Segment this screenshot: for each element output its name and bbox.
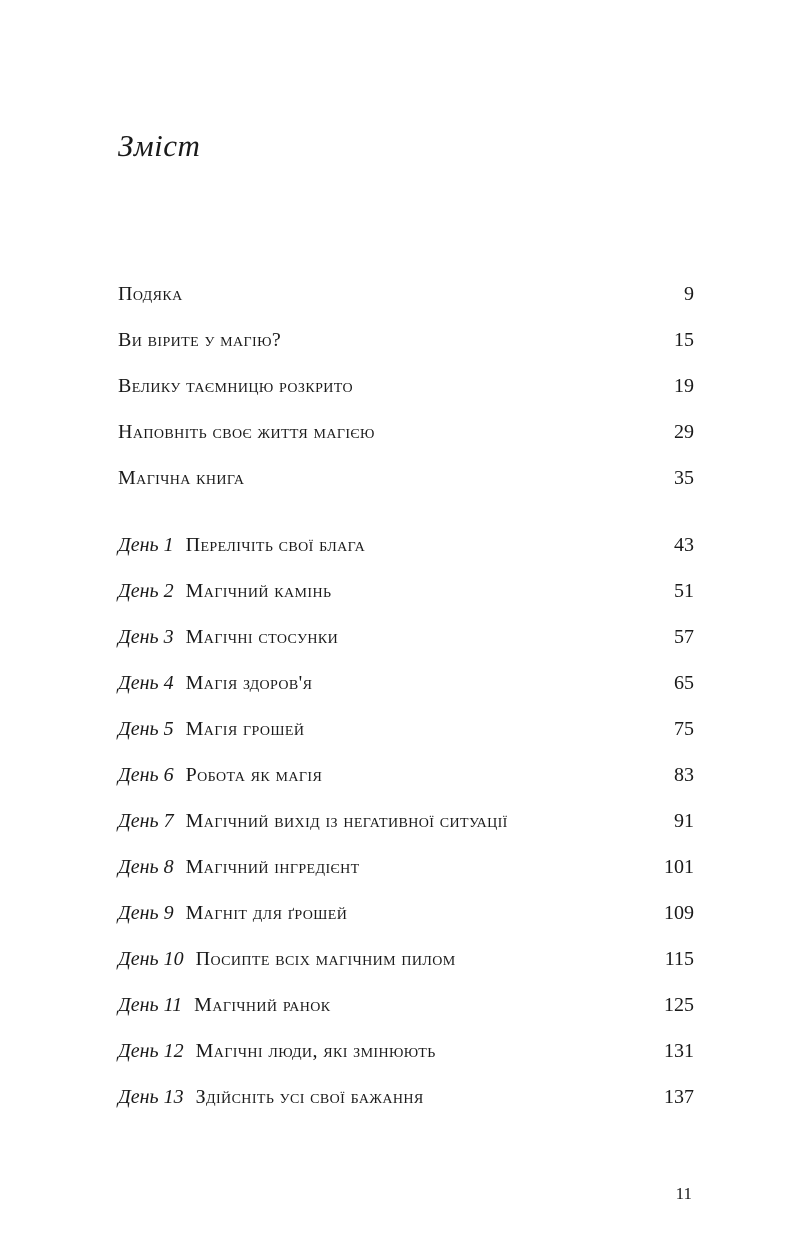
entry-page-number: 35 <box>674 467 694 489</box>
entry-page-number: 131 <box>664 1040 694 1062</box>
page-number: 11 <box>675 1184 692 1203</box>
toc-day-entry[interactable] <box>118 580 694 606</box>
day-label: День 6 <box>118 764 174 786</box>
entry-title: Велику таємницю розкрито <box>118 375 354 397</box>
entry-title: Перелічіть свої блага <box>185 534 366 556</box>
entry-title: Магія здоров'я <box>185 672 313 694</box>
toc-day-entry[interactable] <box>118 626 694 652</box>
entry-page-number: 75 <box>674 718 694 740</box>
day-label: День 1 <box>118 534 174 556</box>
entry-title: Посипте всіх магічним пилом <box>195 948 456 970</box>
day-label: День 8 <box>118 856 174 878</box>
toc-day-entry[interactable] <box>118 856 694 882</box>
entry-title: Здійсніть усі свої бажання <box>195 1086 424 1108</box>
toc-day-entry[interactable] <box>118 1086 694 1112</box>
entry-title: Магічні стосунки <box>185 626 339 648</box>
entry-page-number: 101 <box>664 856 694 878</box>
day-label: День 3 <box>118 626 174 648</box>
entry-title: Магніт для ґрошей <box>185 902 348 924</box>
day-label: День 12 <box>118 1040 184 1062</box>
day-label: День 5 <box>118 718 174 740</box>
entry-page-number: 83 <box>674 764 694 786</box>
entry-page-number: 19 <box>674 375 694 397</box>
entry-title: Подяка <box>118 283 183 305</box>
toc-entry[interactable] <box>118 375 694 401</box>
day-label: День 7 <box>118 810 174 832</box>
toc-entry[interactable] <box>118 467 694 493</box>
day-label: День 10 <box>118 948 184 970</box>
day-label: День 4 <box>118 672 174 694</box>
day-label: День 9 <box>118 902 174 924</box>
entry-title: Ви вірите у магію? <box>118 329 282 351</box>
entry-page-number: 51 <box>674 580 694 602</box>
toc-day-entry[interactable] <box>118 1040 694 1066</box>
toc-day-entry[interactable] <box>118 994 694 1020</box>
entry-title: Наповніть своє життя магією <box>118 421 375 443</box>
entry-page-number: 57 <box>674 626 694 648</box>
toc-day-entry[interactable] <box>118 764 694 790</box>
entry-page-number: 137 <box>664 1086 694 1108</box>
entry-page-number: 125 <box>664 994 694 1016</box>
entry-title: Магічна книга <box>118 467 245 489</box>
entry-title: Магічний інгредієнт <box>185 856 360 878</box>
entry-page-number: 91 <box>674 810 694 832</box>
toc-day-entry[interactable] <box>118 672 694 698</box>
day-label: День 13 <box>118 1086 184 1108</box>
table-of-contents <box>118 0 694 1240</box>
entry-title: Магічний камінь <box>185 580 332 602</box>
entry-title: Магічний вихід із негативної ситуації <box>185 810 508 832</box>
entry-page-number: 43 <box>674 534 694 556</box>
entry-page-number: 109 <box>664 902 694 924</box>
toc-day-entry[interactable] <box>118 718 694 744</box>
entry-page-number: 29 <box>674 421 694 443</box>
toc-day-entry[interactable] <box>118 810 694 836</box>
entry-page-number: 9 <box>684 283 694 305</box>
entry-title: Магічний ранок <box>194 994 331 1016</box>
day-label: День 11 <box>118 994 183 1016</box>
entry-page-number: 115 <box>664 948 694 970</box>
toc-day-entry[interactable] <box>118 534 694 560</box>
entry-title: Магія грошей <box>185 718 305 740</box>
page-title: Зміст <box>118 128 201 163</box>
entry-page-number: 65 <box>674 672 694 694</box>
toc-entry[interactable] <box>118 283 694 309</box>
entry-title: Робота як магія <box>185 764 323 786</box>
toc-entry[interactable] <box>118 329 694 355</box>
entry-page-number: 15 <box>674 329 694 351</box>
toc-entry[interactable] <box>118 421 694 447</box>
toc-day-entry[interactable] <box>118 948 694 974</box>
toc-day-entry[interactable] <box>118 902 694 928</box>
entry-title: Магічні люди, які змінюють <box>195 1040 436 1062</box>
day-label: День 2 <box>118 580 174 602</box>
